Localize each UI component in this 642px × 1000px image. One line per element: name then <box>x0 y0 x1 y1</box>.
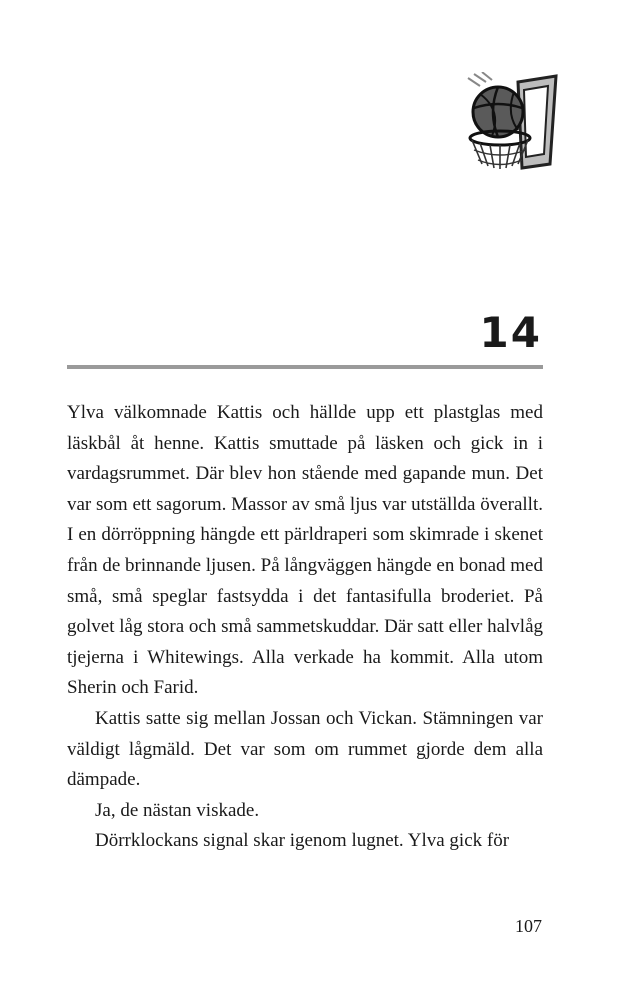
chapter-divider <box>67 365 543 369</box>
page-number: 107 <box>515 916 542 936</box>
chapter-number: 14 <box>479 308 542 357</box>
paragraph: Kattis satte sig mellan Jossan och Vickan. Stämningen var väldigt lågmäld. Det var som om rummet gjorde dem alla dämpade. <box>67 707 543 791</box>
chapter-body <box>67 398 543 857</box>
basketball-hoop-icon <box>458 72 562 176</box>
paragraph: Dörrklockans signal skar igenom lugnet. Ylva gick för <box>95 830 510 852</box>
paragraph: Ja, de nästan viskade. <box>95 799 260 821</box>
paragraph: Ylva välkomnade Kattis och hällde upp ett plastglas med läskbål åt henne. Kattis smuttade på läsken och gick in i vardagsrummet. Där blev hon stående med gapande mun. Det var som ett sagorum. Massor av små ljus var utställda överallt. I en dörröppning hängde ett pärldraperi som skimrade i skenet från de brinnande ljusen. På långväggen hängde en bonad med små, små speglar fastsydda i det fantasifulla broderiet. På golvet låg stora och små sammetskuddar. Där satt eller halvlåg tjejerna i Whitewings. Alla verkade ha kommit. Alla utom Sherin och Farid. <box>67 402 543 699</box>
